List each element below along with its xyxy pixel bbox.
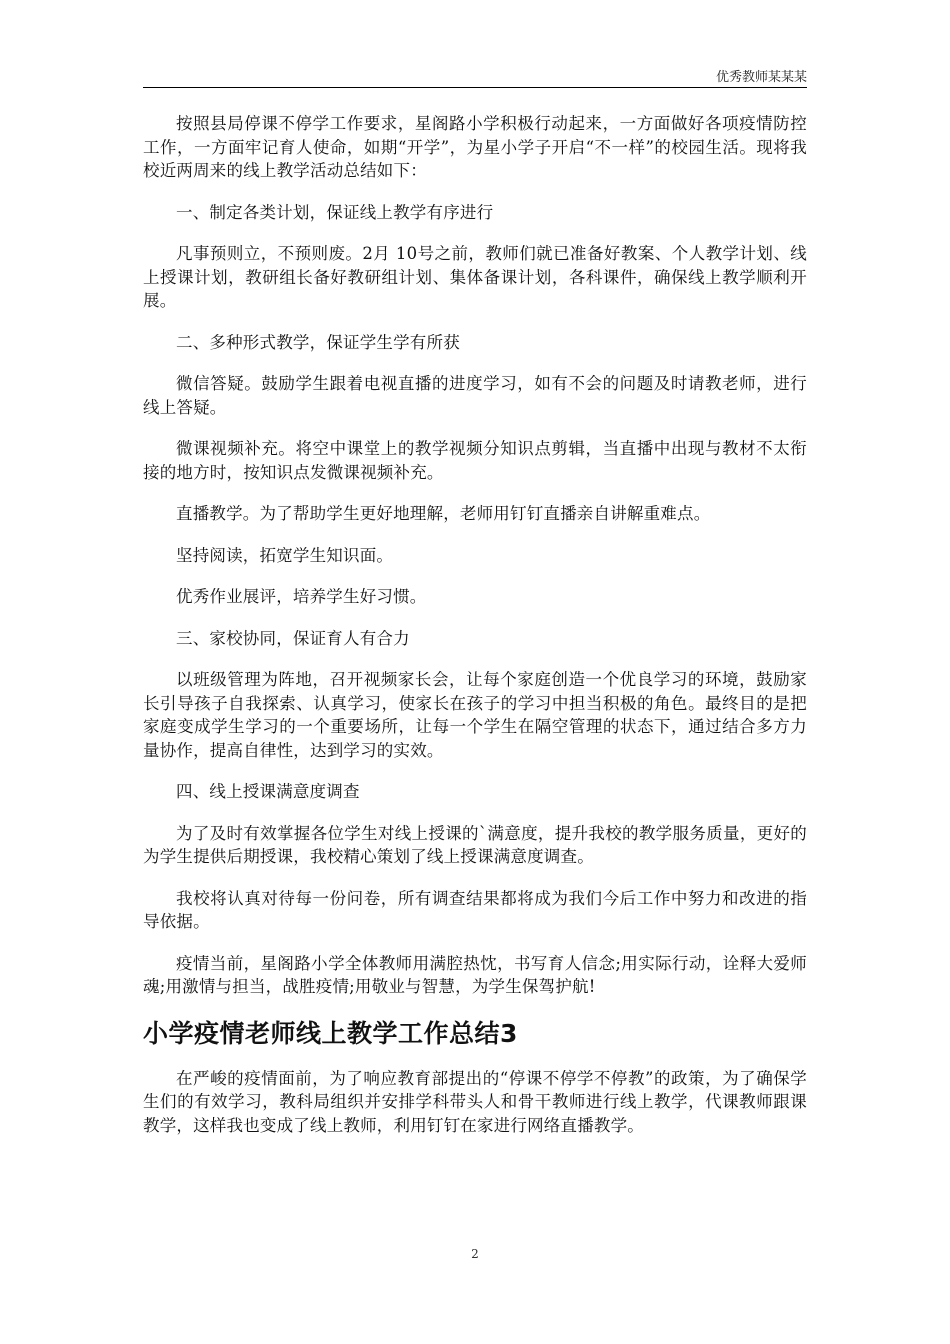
paragraph-reading: 坚持阅读，拓宽学生知识面。 xyxy=(176,545,394,565)
section-title-home-school: 三、家校协同，保证育人有合力 xyxy=(176,628,410,648)
paragraph-section3-intro: 在严峻的疫情面前，为了响应教育部提出的“停课不停学不停教”的政策，为了确保学生们的有效学习，教科局组织并安排学科带头人和骨干教师进行线上教学，代课教师跟课教学，这样我也变成了线上教师，利用钉钉在家进行网络直播教学。 xyxy=(143,1068,807,1135)
paragraph-wechat-qa: 微信答疑。鼓励学生跟着电视直播的进度学习，如有不会的问题及时请教老师，进行线上答疑。 xyxy=(143,374,807,417)
paragraph-homework-review: 优秀作业展评，培养学生好习惯。 xyxy=(176,587,427,606)
section-title-plans: 一、制定各类计划，保证线上教学有序进行 xyxy=(176,202,494,222)
section-heading: 小学疫情老师线上教学工作总结3 xyxy=(143,1018,518,1048)
paragraph-plans: 凡事预则立，不预则废。2月 10号之前，教师们就已准备好教案、个人教学计划、线上授课计划，教研组长备好教研组计划、集体备课计划，各科课件，确保线上教学顺利开展。 xyxy=(143,244,807,310)
paragraph-survey: 为了及时有效掌握各位学生对线上授课的`满意度，提升我校的教学服务质量，更好的为学生提供后期授课，我校精心策划了线上授课满意度调查。 xyxy=(143,823,807,866)
section-title-survey: 四、线上授课满意度调查 xyxy=(176,782,360,801)
paragraph-intro: 按照县局停课不停学工作要求，星阁路小学积极行动起来，一方面做好各项疫情防控工作，一方面牢记育人使命，如期“开学”，为星小学子开启“不一样”的校园生活。现将我校近两周来的线上教学活动总结如下： xyxy=(143,114,807,180)
page-number: 2 xyxy=(471,1247,479,1261)
paragraph-micro-video: 微课视频补充。将空中课堂上的教学视频分知识点剪辑，当直播中出现与教材不太衔接的地方时，按知识点发微课视频补充。 xyxy=(143,439,807,482)
page-header-author: 优秀教师某某某 xyxy=(715,70,807,85)
section-title-teaching-forms: 二、多种形式教学，保证学生学有所获 xyxy=(176,332,460,352)
paragraph-conclusion: 疫情当前，星阁路小学全体教师用满腔热忱，书写育人信念;用实际行动，诠释大爱师魂;用激情与担当，战胜疫情;用敬业与智慧，为学生保驾护航! xyxy=(143,953,807,996)
header-rule xyxy=(143,87,807,88)
paragraph-survey-results: 我校将认真对待每一份问卷，所有调查结果都将成为我们今后工作中努力和改进的指导依据。 xyxy=(143,888,807,931)
paragraph-live-teaching: 直播教学。为了帮助学生更好地理解，老师用钉钉直播亲自讲解重难点。 xyxy=(176,504,711,523)
paragraph-home-school: 以班级管理为阵地，召开视频家长会，让每个家庭创造一个优良学习的环境，鼓励家长引导孩子自我探索、认真学习，使家长在孩子的学习中担当积极的角色。最终目的是把家庭变成学生学习的一个重要场所，让每一个学生在隔空管理的状态下，通过结合多方力量协作，提高自律性，达到学习的实效。 xyxy=(143,670,807,760)
document-body xyxy=(143,112,807,1155)
